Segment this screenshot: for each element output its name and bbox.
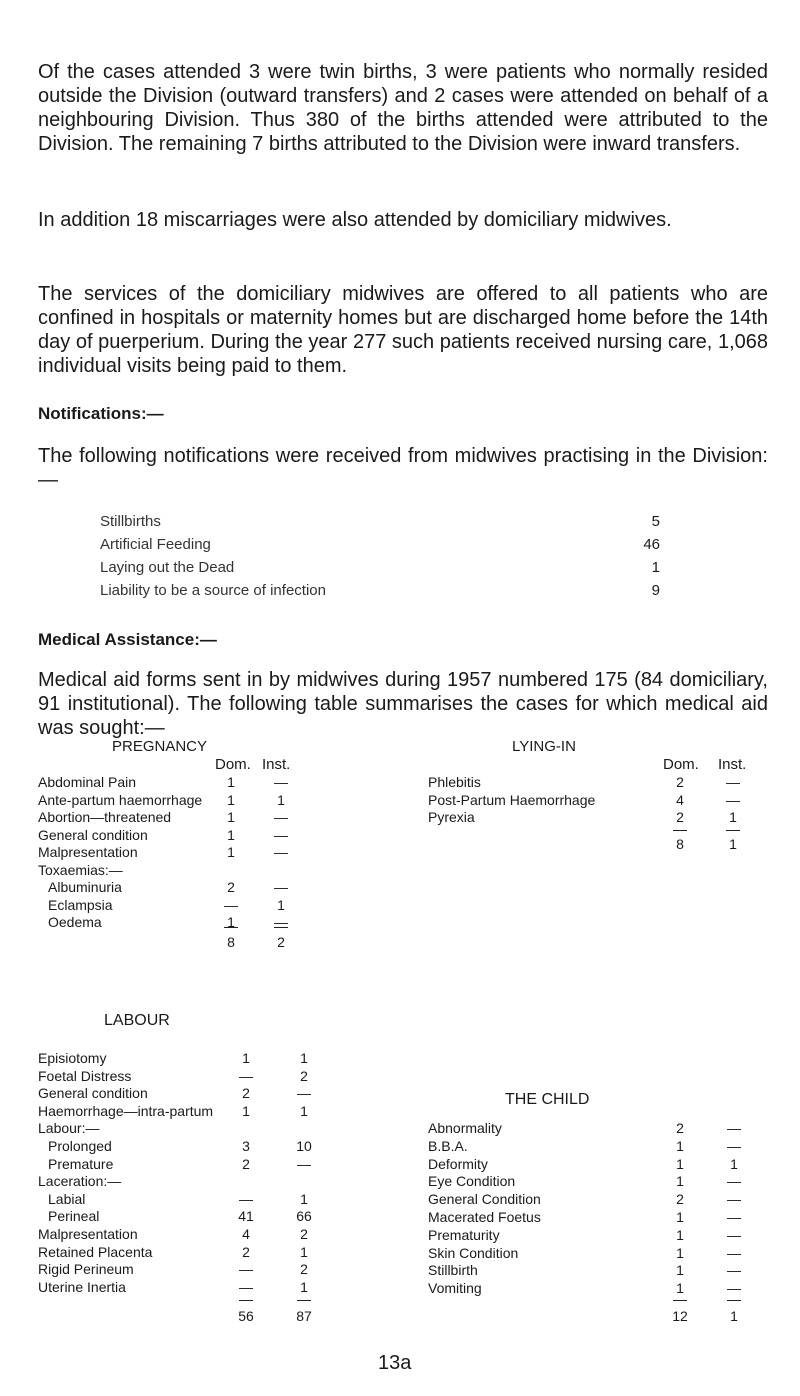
paragraph-twin-births: Of the cases attended 3 were twin births, 3 were patients who normally resided outside the Division (outward transfers) and 2 cases were attended on behalf of a neighbouring Division. Thus 380 of the births attended were attributed to the Division. The remaining 7 births attributed to the Division were inward transfers. [38,61,768,155]
pregnancy-row [38,809,299,826]
labour-row-label: Prolonged [48,1138,112,1154]
lying-in-col-inst: Inst. [718,756,747,773]
pregnancy-row-label: Malpresentation [38,844,138,860]
child-row-dom: 1 [676,1262,684,1279]
child-row-inst: — [727,1280,741,1297]
pregnancy-row-inst: — [274,826,288,843]
labour-row-dom: — [239,1067,253,1084]
labour-total-inst: 87 [296,1308,312,1324]
labour-row [38,1103,322,1120]
labour-row-label: Uterine Inertia [38,1278,126,1295]
child-row [428,1156,752,1173]
pregnancy-row-dom: 1 [227,826,235,843]
labour-row-dom: 2 [242,1085,250,1102]
labour-row-inst: 1 [300,1243,308,1260]
pregnancy-row [38,862,299,879]
labour-total-dom: 56 [238,1308,254,1324]
labour-row-label: Laceration:— [38,1173,122,1190]
child-row-label: Vomiting [428,1280,482,1297]
pregnancy-row-inst: — [274,914,288,930]
labour-row [38,1085,322,1102]
lying_in-row [428,792,751,809]
labour-row-dom: 2 [242,1155,250,1172]
pregnancy-row-dom: 1 [227,844,235,860]
labour-row [38,1138,322,1155]
child-row-inst: — [727,1244,741,1261]
lying_in-row [428,774,751,791]
child-row-label: Eye Condition [428,1173,516,1190]
labour-row-inst: 2 [300,1261,308,1278]
lying_in-row-label: Phlebitis [428,774,481,790]
pregnancy-title: PREGNANCY [112,738,208,755]
child-row-label: Skin Condition [428,1244,519,1261]
child-row [428,1209,752,1226]
child-row-inst: — [727,1191,741,1208]
pregnancy-row-inst: 1 [277,791,285,808]
notification-row [100,513,660,533]
child-row-inst: — [727,1173,741,1190]
labour-row-dom: — [239,1261,253,1278]
pregnancy-row-label: Ante-partum haemorrhage [38,791,203,808]
child-total-inst: 1 [730,1308,738,1324]
child-row-dom: 2 [676,1120,684,1136]
labour-row [38,1208,322,1225]
pregnancy-row-inst: 1 [277,896,285,913]
pregnancy-row [38,827,299,844]
labour-row-dom: 41 [238,1208,254,1225]
lying-in-col-dom: Dom. [663,756,699,773]
pregnancy-row-dom: 1 [227,809,235,825]
child-row-inst: — [727,1226,741,1243]
labour-row-dom: 3 [242,1138,250,1154]
labour-row [38,1156,322,1173]
notification-label: Laying out the Dead [100,559,235,576]
paragraph-notifications: The following notifications were received from midwives practising in the Division:— [38,445,768,491]
child-row-inst: — [727,1209,741,1225]
child-row-inst: — [727,1137,741,1154]
lying_in-row-dom: 2 [676,774,684,790]
pregnancy-row-label: General condition [38,826,148,843]
labour-row [38,1191,322,1208]
labour-row-inst: 1 [300,1190,308,1207]
labour-row-label: Perineal [48,1208,100,1225]
pregnancy-col-inst: Inst. [262,756,291,773]
child-row-label: Stillbirth [428,1262,478,1279]
child-row [428,1173,752,1190]
pregnancy-total-inst: 2 [277,934,285,950]
labour-row [38,1068,322,1085]
pregnancy-row-dom: — [224,896,238,913]
labour-title: LABOUR [104,1012,170,1029]
labour-row-label: Malpresentation [38,1226,138,1242]
labour-row [38,1173,322,1190]
lying_in-row [428,809,751,826]
pregnancy-row [38,879,299,896]
lying_in-total-rule [726,830,740,831]
child-row [428,1227,752,1244]
labour-row-dom: 2 [242,1243,250,1260]
labour-row [38,1120,322,1137]
notification-value: 1 [651,559,660,576]
notification-value: 46 [643,536,660,553]
lying_in-total-dom: 8 [676,836,684,852]
labour-row-label: Premature [48,1155,114,1172]
notification-row [100,582,660,602]
pregnancy-row-label: Albuminuria [48,879,122,895]
lying-in-title: LYING-IN [512,738,576,755]
lying_in-row-dom: 2 [676,809,684,825]
child-row-label: Macerated Foetus [428,1209,541,1225]
child-total-dom: 12 [672,1308,688,1324]
pregnancy-col-dom: Dom. [215,756,251,773]
pregnancy-row-inst: — [274,879,288,895]
lying_in-row-label: Pyrexia [428,809,475,825]
pregnancy-total-rule [274,927,288,928]
labour-row-inst: 2 [300,1067,308,1084]
notification-label: Stillbirths [100,513,161,530]
notification-value: 5 [651,513,660,530]
child-row-dom: 1 [676,1226,684,1243]
child-row [428,1120,752,1137]
child-row-label: General Condition [428,1191,541,1208]
child-row-dom: 1 [676,1137,684,1154]
child-row-dom: 1 [676,1244,684,1261]
labour-row [38,1050,322,1067]
child-row [428,1245,752,1262]
pregnancy-row-dom: 1 [227,791,235,808]
child-total-rule [727,1300,741,1301]
labour-row-inst: 1 [300,1102,308,1119]
labour-row-label: Foetal Distress [38,1067,132,1084]
child-row-dom: 1 [676,1155,684,1172]
labour-row-label: General condition [38,1085,148,1102]
paragraph-services: The services of the domiciliary midwives are offered to all patients who are confined in hospitals or maternity homes but are discharged home before the 14th day of puerperium. During the year 277 such patients received nursing care, 1,068 individual visits being paid to them. [38,283,768,377]
lying_in-row-dom: 4 [676,791,684,808]
child-row [428,1280,752,1297]
labour-row [38,1226,322,1243]
child-row-inst: — [727,1120,741,1136]
labour-row [38,1244,322,1261]
pregnancy-row-inst: — [274,844,288,860]
labour-row-dom: — [239,1278,253,1295]
child-row [428,1191,752,1208]
lying_in-row-inst: 1 [729,809,737,825]
pregnancy-row-label: Abdominal Pain [38,774,137,790]
pregnancy-row [38,914,299,931]
labour-row-dom: 4 [242,1226,250,1242]
heading-notifications: Notifications:— [38,404,164,423]
child-row-label: Deformity [428,1155,488,1172]
pregnancy-row-label: Eclampsia [48,896,113,913]
pregnancy-row [38,844,299,861]
paragraph-miscarriages: In addition 18 miscarriages were also attended by domiciliary midwives. [38,209,672,231]
pregnancy-total-rule [224,927,238,928]
child-row [428,1138,752,1155]
labour-row-label: Rigid Perineum [38,1261,134,1278]
lying_in-row-label: Post-Partum Haemorrhage [428,791,596,808]
notification-value: 9 [651,582,660,599]
labour-row [38,1261,322,1278]
labour-row-label: Haemorrhage—intra-partum [38,1102,214,1119]
labour-row-inst: — [297,1155,311,1172]
notification-row [100,559,660,579]
labour-total-rule [297,1300,311,1301]
labour-row-dom: — [239,1190,253,1207]
labour-row-inst: 66 [296,1208,312,1225]
labour-row-inst: — [297,1085,311,1102]
labour-row-inst: 10 [296,1138,312,1154]
pregnancy-row [38,792,299,809]
child-row-label: B.B.A. [428,1137,468,1154]
child-row-label: Prematurity [428,1226,500,1243]
child-row [428,1262,752,1279]
notification-label: Artificial Feeding [100,536,211,553]
notification-label: Liability to be a source of infection [100,582,326,599]
labour-total-rule [239,1300,253,1301]
child-row-label: Abnormality [428,1120,502,1136]
labour-row-dom: 1 [242,1050,250,1066]
labour-row-inst: 1 [300,1278,308,1295]
labour-row-inst: 1 [300,1050,308,1066]
child-row-inst: — [727,1262,741,1279]
pregnancy-row [38,774,299,791]
child-title: THE CHILD [505,1091,590,1108]
pregnancy-row-inst: — [274,774,288,790]
lying_in-row-inst: — [726,791,740,808]
page-number: 13a [378,1352,412,1374]
labour-row [38,1279,322,1296]
lying_in-total-rule [673,830,687,831]
labour-row-label: Retained Placenta [38,1243,153,1260]
pregnancy-row [38,897,299,914]
labour-row-dom: 1 [242,1102,250,1119]
child-row-dom: 1 [676,1173,684,1190]
heading-medical-assistance: Medical Assistance:— [38,630,217,649]
pregnancy-row-label: Oedema [48,914,102,930]
child-row-dom: 1 [676,1280,684,1297]
pregnancy-row-dom: 2 [227,879,235,895]
child-row-dom: 2 [676,1191,684,1208]
pregnancy-row-inst: — [274,809,288,825]
child-row-inst: 1 [730,1155,738,1172]
pregnancy-row-dom: 1 [227,774,235,790]
lying_in-total-inst: 1 [729,836,737,852]
notification-row [100,536,660,556]
labour-row-label: Episiotomy [38,1050,107,1066]
pregnancy-total-dom: 8 [227,934,235,950]
lying_in-row-inst: — [726,774,740,790]
child-total-rule [673,1300,687,1301]
pregnancy-row-label: Toxaemias:— [38,861,123,878]
labour-row-inst: 2 [300,1226,308,1242]
pregnancy-row-label: Abortion—threatened [38,809,172,825]
child-row-dom: 1 [676,1209,684,1225]
labour-row-label: Labial [48,1190,86,1207]
labour-row-label: Labour:— [38,1120,100,1137]
pregnancy-row-dom: 1 [227,914,235,930]
paragraph-medical-aid: Medical aid forms sent in by midwives during 1957 numbered 175 (84 domiciliary, 91 institutional). The following table summarises the cases for which medical aid was sought:— [38,669,768,739]
